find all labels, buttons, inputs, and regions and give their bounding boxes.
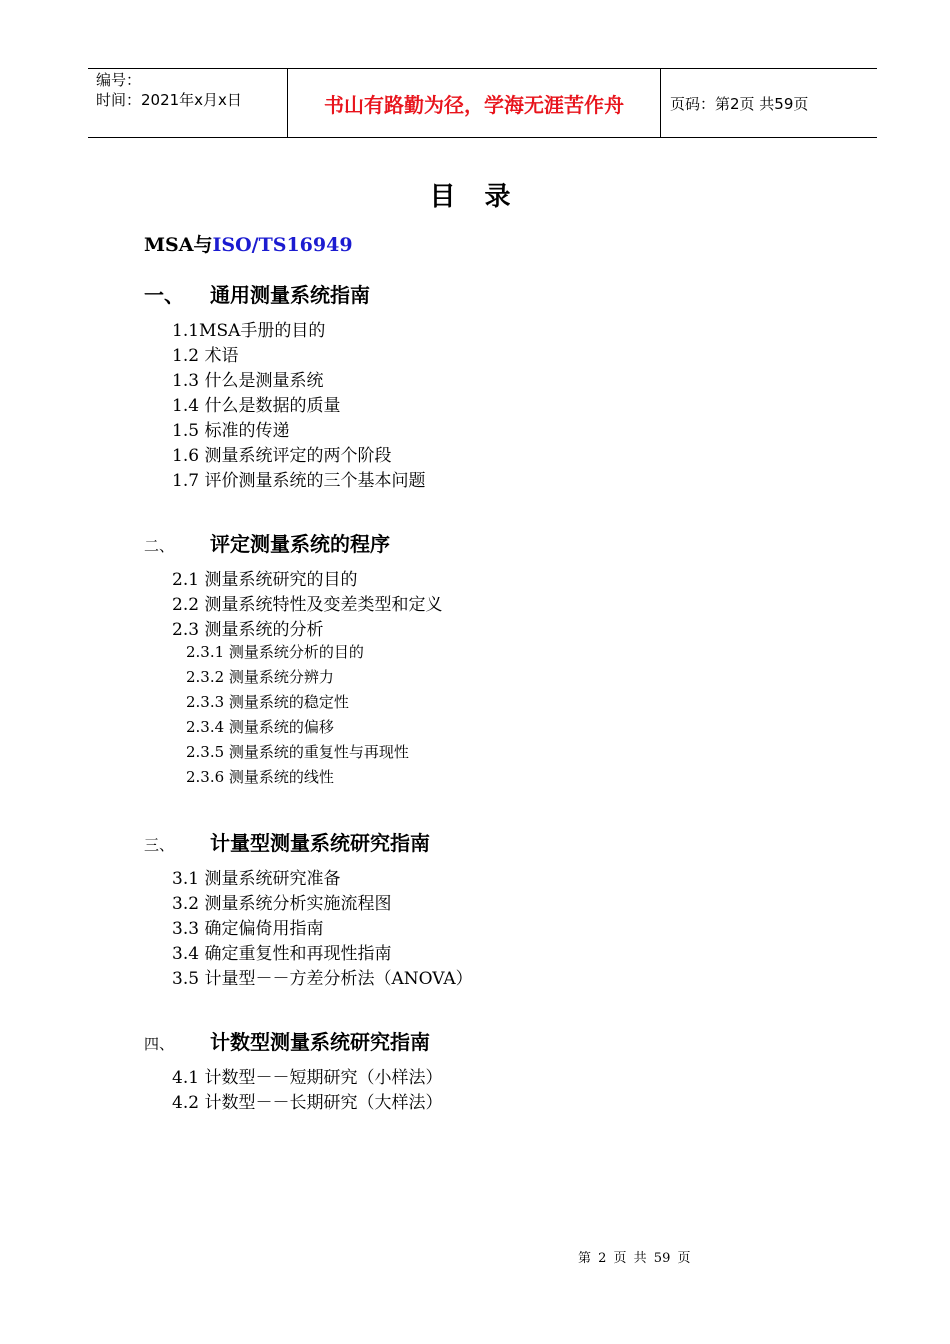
toc-subitem[interactable]: 2.3.5 测量系统的重复性与再现性 [186,743,409,761]
toc-item[interactable]: 2.1 测量系统研究的目的 [172,570,358,590]
section-title: 评定测量系统的程序 [210,532,390,556]
section-number: 一、 [144,283,184,307]
msa-heading-link[interactable]: ISO/TS16949 [212,234,353,256]
header-page-info: 页码：第2页 共59页 [670,94,809,113]
toc-item[interactable]: 4.2 计数型－－长期研究（大样法） [172,1093,443,1113]
section-heading-1[interactable] [144,279,370,308]
toc-item[interactable]: 3.4 确定重复性和再现性指南 [172,944,392,964]
toc-subitem[interactable]: 2.3.2 测量系统分辨力 [186,668,334,686]
section-number: 四、 [144,1035,175,1053]
toc-item[interactable]: 3.5 计量型－－方差分析法（ANOVA） [172,969,473,989]
section-number: 二、 [144,537,175,555]
header-motto: 书山有路勤为径，学海无涯苦作舟 [288,69,661,137]
toc-item[interactable]: 1.7 评价测量系统的三个基本问题 [172,471,426,491]
header-meta-cell [88,69,288,137]
section-number: 三、 [144,836,175,854]
section-title: 通用测量系统指南 [210,283,370,307]
toc-subitem[interactable]: 2.3.1 测量系统分析的目的 [186,643,364,661]
time-label: 时间：2021年x月x日 [96,91,242,109]
toc-item[interactable]: 2.2 测量系统特性及变差类型和定义 [172,595,443,615]
toc-subitem[interactable]: 2.3.4 测量系统的偏移 [186,718,334,736]
toc-item[interactable]: 1.3 什么是测量系统 [172,371,324,391]
msa-heading-prefix: MSA与 [144,234,213,256]
toc-item[interactable]: 1.1MSA手册的目的 [172,321,326,341]
number-label: 编号： [96,71,142,89]
toc-item[interactable]: 3.1 测量系统研究准备 [172,869,341,889]
toc-item[interactable]: 1.5 标准的传递 [172,421,290,441]
msa-heading [144,230,353,257]
toc-item[interactable]: 1.2 术语 [172,346,239,366]
toc-item[interactable]: 4.1 计数型－－短期研究（小样法） [172,1068,443,1088]
page-title: 目 录 [429,182,521,212]
toc-subitem[interactable]: 2.3.6 测量系统的线性 [186,768,334,786]
toc-item[interactable]: 3.2 测量系统分析实施流程图 [172,894,392,914]
toc-item[interactable]: 1.4 什么是数据的质量 [172,396,341,416]
toc-subitem[interactable]: 2.3.3 测量系统的稳定性 [186,693,349,711]
page-footer: 第 2 页 共 59 页 [578,1251,691,1266]
toc-item[interactable]: 1.6 测量系统评定的两个阶段 [172,446,392,466]
toc-item[interactable]: 3.3 确定偏倚用指南 [172,919,324,939]
page-header [88,68,877,138]
section-heading-4[interactable] [144,1026,430,1055]
section-title: 计量型测量系统研究指南 [210,831,430,855]
section-heading-3[interactable] [144,827,430,856]
section-heading-2[interactable] [144,528,390,557]
section-title: 计数型测量系统研究指南 [210,1030,430,1054]
toc-item[interactable]: 2.3 测量系统的分析 [172,620,324,640]
